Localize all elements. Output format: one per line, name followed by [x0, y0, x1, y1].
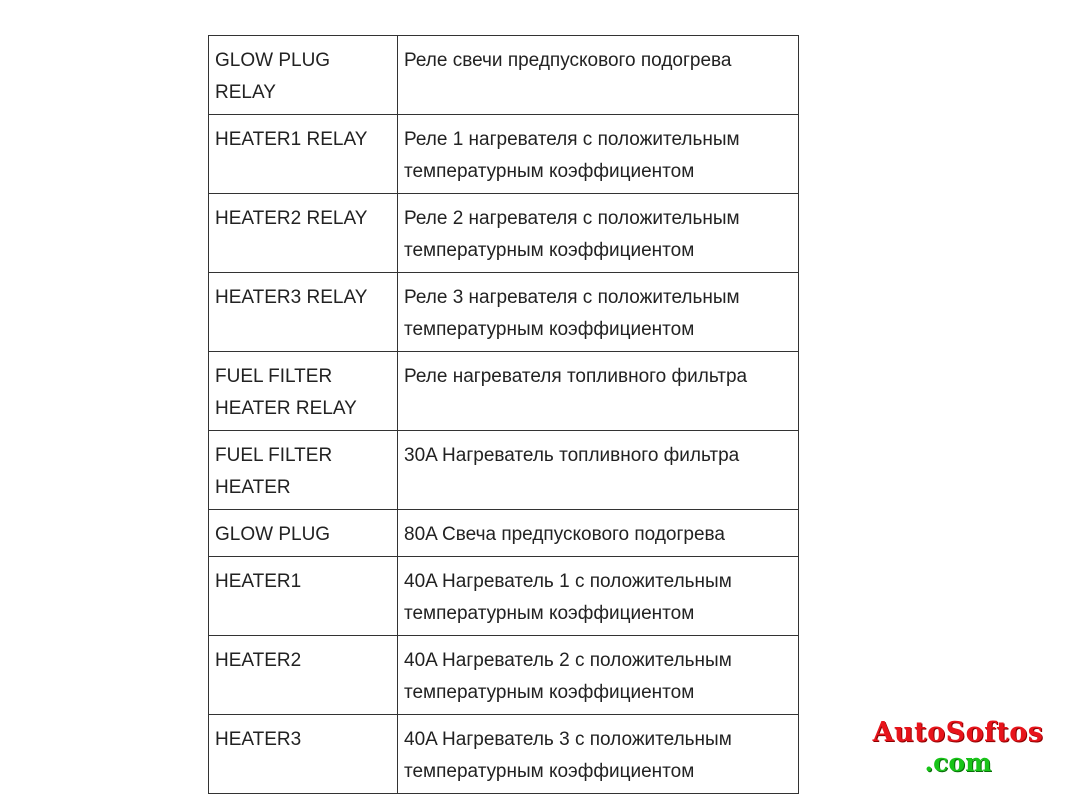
table-row — [209, 352, 799, 431]
component-description-cell: 40A Нагреватель 2 с положительным температурным коэффициентом — [398, 636, 799, 715]
watermark-logo — [862, 718, 1054, 778]
table-row — [209, 431, 799, 510]
component-description-cell: 80A Свеча предпускового подогрева — [398, 510, 799, 557]
component-code-cell: HEATER1 RELAY — [209, 115, 398, 194]
component-description-cell: Реле 1 нагревателя с положительным температурным коэффициентом — [398, 115, 799, 194]
component-code-cell: FUEL FILTER HEATER — [209, 431, 398, 510]
component-description-cell: 30A Нагреватель топливного фильтра — [398, 431, 799, 510]
fuse-relay-table — [208, 35, 799, 794]
watermark-domain-text: .com — [924, 748, 992, 777]
watermark-main-text: AutoSoftos — [872, 717, 1044, 748]
component-description-cell: Реле нагревателя топливного фильтра — [398, 352, 799, 431]
table-row — [209, 636, 799, 715]
component-description-cell: Реле 2 нагревателя с положительным температурным коэффициентом — [398, 194, 799, 273]
component-description-cell: 40A Нагреватель 3 с положительным температурным коэффициентом — [398, 715, 799, 794]
component-code-cell: HEATER3 — [209, 715, 398, 794]
component-description-cell: 40A Нагреватель 1 с положительным температурным коэффициентом — [398, 557, 799, 636]
component-code-cell: GLOW PLUG RELAY — [209, 36, 398, 115]
component-code-cell: HEATER1 — [209, 557, 398, 636]
component-code-cell: HEATER3 RELAY — [209, 273, 398, 352]
component-code-cell: HEATER2 — [209, 636, 398, 715]
table-row — [209, 194, 799, 273]
table-row — [209, 36, 799, 115]
component-code-cell: FUEL FILTER HEATER RELAY — [209, 352, 398, 431]
table-row — [209, 557, 799, 636]
component-description-cell: Реле свечи предпускового подогрева — [398, 36, 799, 115]
component-code-cell: HEATER2 RELAY — [209, 194, 398, 273]
table-row — [209, 115, 799, 194]
table-row — [209, 510, 799, 557]
table-row — [209, 715, 799, 794]
component-description-cell: Реле 3 нагревателя с положительным температурным коэффициентом — [398, 273, 799, 352]
component-code-cell: GLOW PLUG — [209, 510, 398, 557]
table-row — [209, 273, 799, 352]
